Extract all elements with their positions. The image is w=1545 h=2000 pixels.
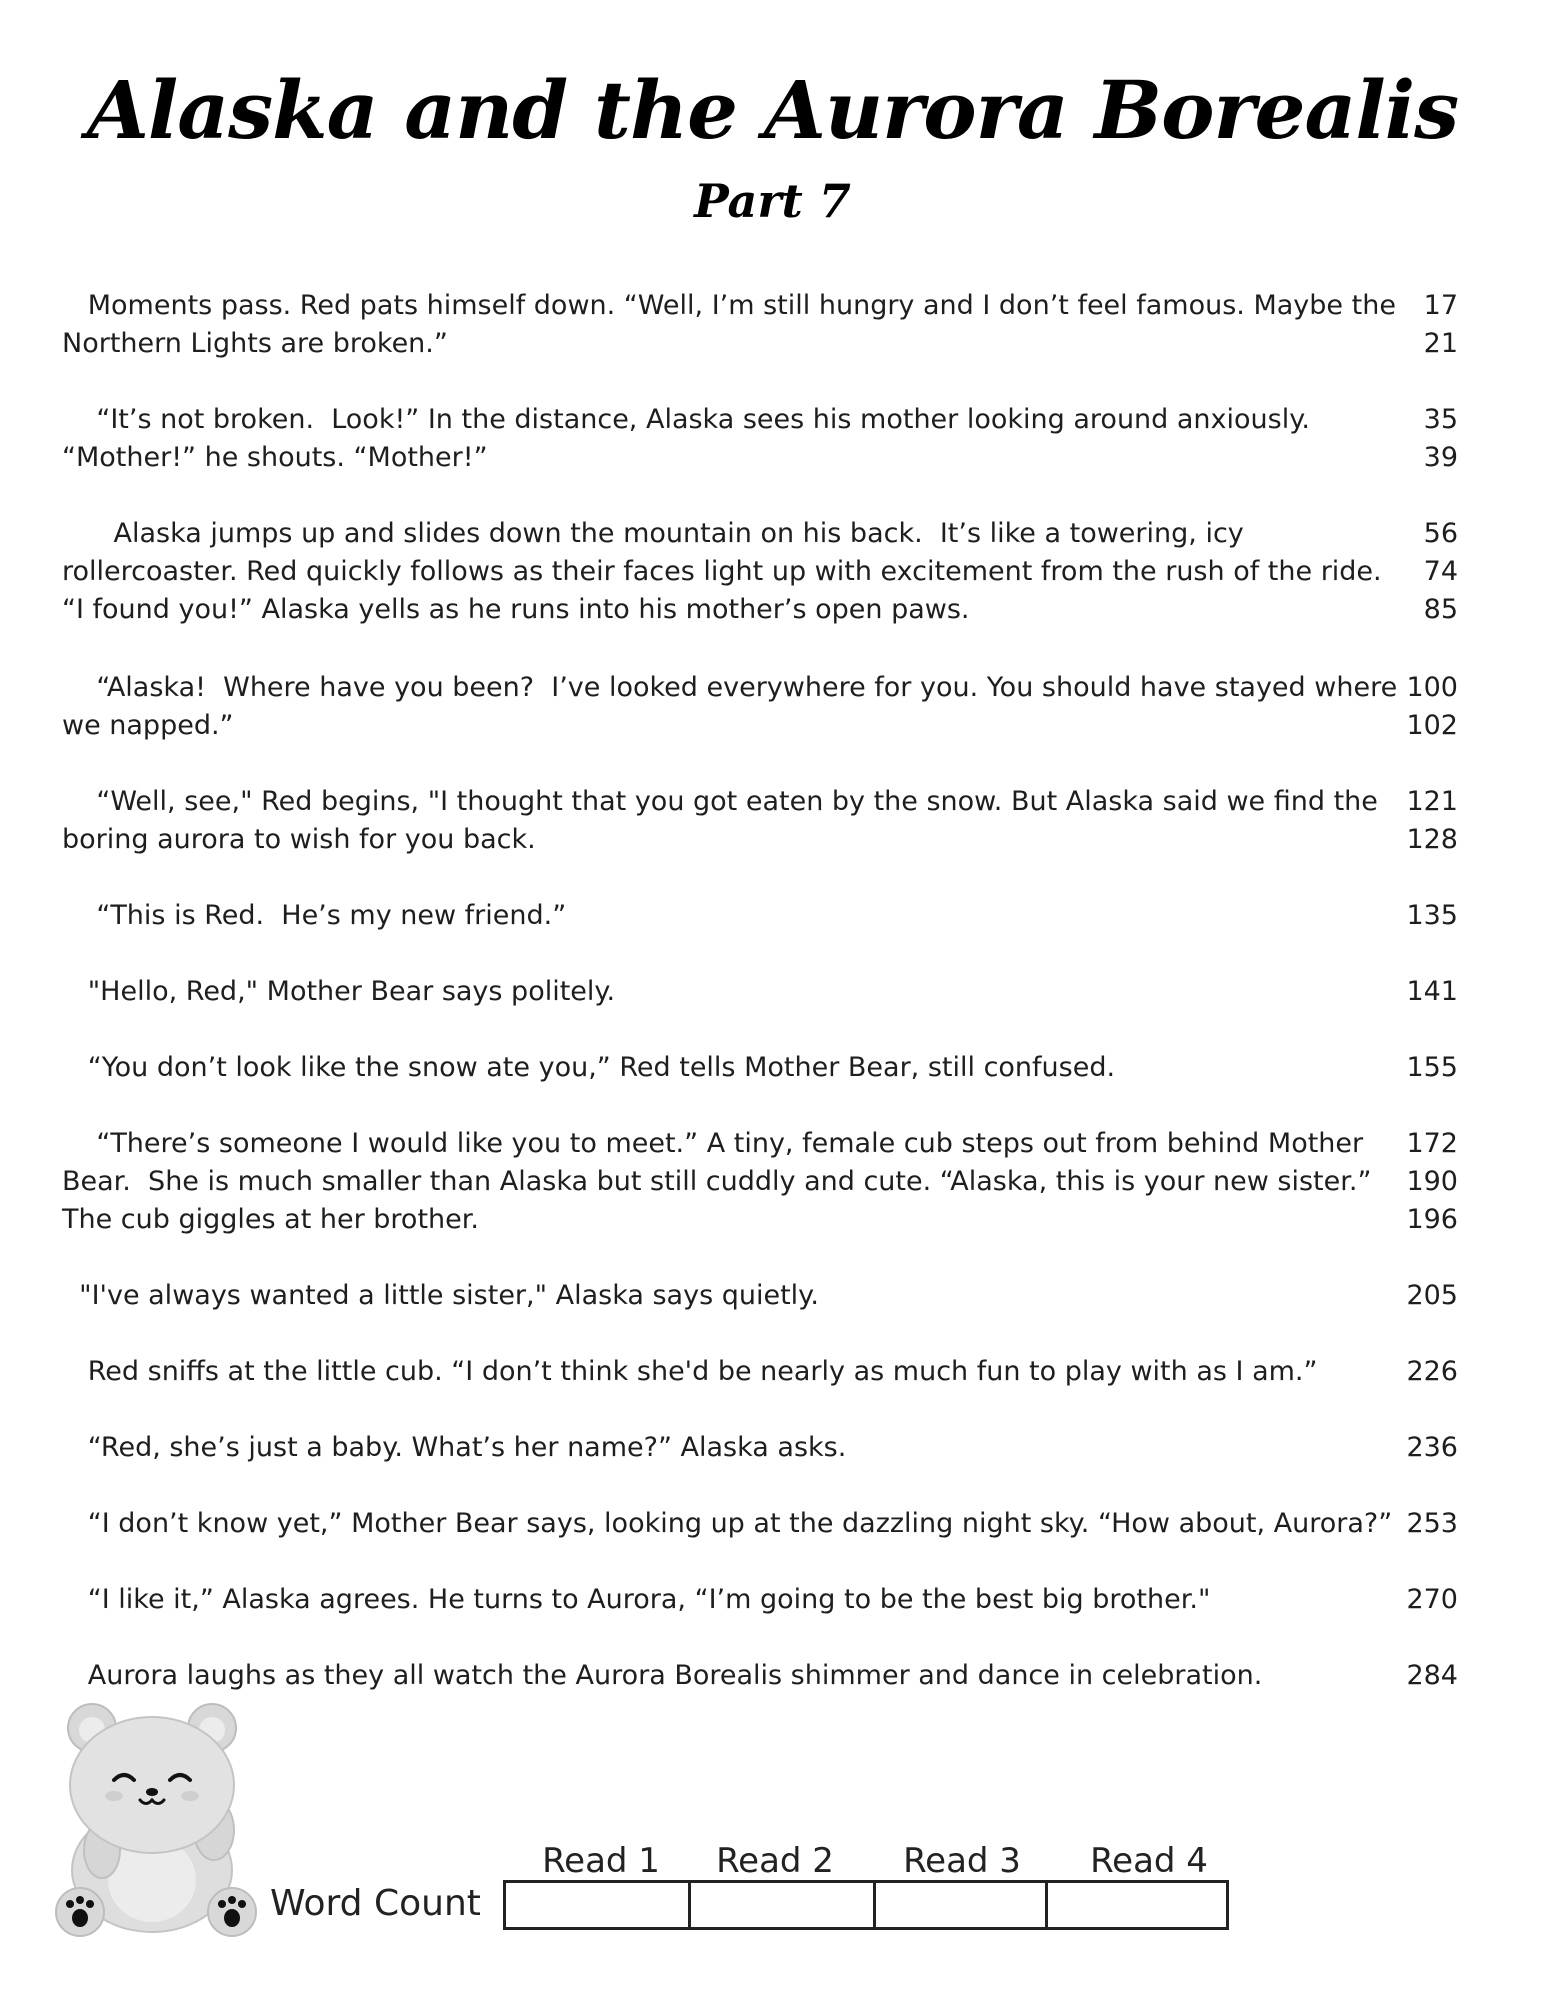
paragraph: [0, 1277, 1545, 1315]
running-word-count: 56: [1423, 518, 1458, 549]
running-word-count: 100: [1406, 672, 1458, 703]
running-word-count: 253: [1406, 1508, 1458, 1539]
running-word-count: 172: [1406, 1128, 1458, 1159]
running-word-count: 17: [1423, 290, 1458, 321]
read-1-box[interactable]: [506, 1883, 691, 1927]
running-word-count: 128: [1406, 824, 1458, 855]
running-word-count: 102: [1406, 710, 1458, 741]
running-word-count: 35: [1423, 404, 1458, 435]
read-2-label: Read 2: [716, 1841, 834, 1881]
line-text: Bear. She is much smaller than Alaska but still cuddly and cute. “Alaska, this is your new sister.”: [62, 1166, 1372, 1197]
running-word-count: 190: [1406, 1166, 1458, 1197]
line-text: Northern Lights are broken.”: [62, 328, 448, 359]
read-3-label: Read 3: [903, 1841, 1021, 1881]
line-text: The cub giggles at her brother.: [62, 1204, 479, 1235]
line-text: we napped.”: [62, 710, 234, 741]
line-text: Red sniffs at the little cub. “I don’t think she'd be nearly as much fun to play with as I am.”: [62, 1356, 1318, 1387]
passage-line: [0, 783, 1545, 821]
passage-line: [0, 1657, 1545, 1695]
line-text: “I like it,” Alaska agrees. He turns to Aurora, “I’m going to be the best big brother.": [62, 1584, 1211, 1615]
passage-line: [0, 1581, 1545, 1619]
running-word-count: 196: [1406, 1204, 1458, 1235]
passage-line: [0, 1049, 1545, 1087]
paragraph: [0, 897, 1545, 935]
paragraph: [0, 1125, 1545, 1239]
paragraph: [0, 515, 1545, 629]
paragraph: [0, 783, 1545, 859]
running-word-count: 270: [1406, 1584, 1458, 1615]
paragraph: [0, 1429, 1545, 1467]
read-4-box[interactable]: [1048, 1883, 1226, 1927]
running-word-count: 85: [1423, 594, 1458, 625]
passage-line: [0, 439, 1545, 477]
paragraph: [0, 669, 1545, 745]
line-text: "I've always wanted a little sister," Alaska says quietly.: [62, 1280, 819, 1311]
paragraph: [0, 287, 1545, 363]
passage-line: [0, 287, 1545, 325]
paragraph: [0, 1657, 1545, 1695]
running-word-count: 155: [1406, 1052, 1458, 1083]
line-text: “I found you!” Alaska yells as he runs into his mother’s open paws.: [62, 594, 970, 625]
running-word-count: 236: [1406, 1432, 1458, 1463]
passage-line: [0, 707, 1545, 745]
page-title: Alaska and the Aurora Borealis: [86, 63, 1459, 157]
paragraph: [0, 973, 1545, 1011]
part-subtitle: Part 7: [694, 174, 851, 228]
line-text: “There’s someone I would like you to meet.” A tiny, female cub steps out from behind Mother: [62, 1128, 1364, 1159]
running-word-count: 205: [1406, 1280, 1458, 1311]
passage-line: [0, 897, 1545, 935]
passage-line: [0, 1429, 1545, 1467]
running-word-count: 121: [1406, 786, 1458, 817]
line-text: Aurora laughs as they all watch the Aurora Borealis shimmer and dance in celebration.: [62, 1660, 1263, 1691]
running-word-count: 74: [1423, 556, 1458, 587]
word-count-label: Word Count: [270, 1883, 481, 1924]
line-text: boring aurora to wish for you back.: [62, 824, 536, 855]
polar-bear-illustration: [52, 1700, 262, 1940]
passage-line: [0, 553, 1545, 591]
word-count-table: [503, 1880, 1229, 1930]
line-text: Alaska jumps up and slides down the mountain on his back. It’s like a towering, icy: [62, 518, 1244, 549]
paragraph: [0, 1353, 1545, 1391]
passage-line: [0, 325, 1545, 363]
passage-line: [0, 669, 1545, 707]
read-2-box[interactable]: [691, 1883, 876, 1927]
line-text: “Well, see," Red begins, "I thought that you got eaten by the snow. But Alaska said we find the: [62, 786, 1378, 817]
paragraph: [0, 1505, 1545, 1543]
passage-line: [0, 1505, 1545, 1543]
passage-line: [0, 1277, 1545, 1315]
passage-line: [0, 401, 1545, 439]
line-text: rollercoaster. Red quickly follows as their faces light up with excitement from the rush of the ride.: [62, 556, 1382, 587]
line-text: Moments pass. Red pats himself down. “Well, I’m still hungry and I don’t feel famous. Maybe the: [62, 290, 1396, 321]
paragraph: [0, 1581, 1545, 1619]
line-text: “You don’t look like the snow ate you,” Red tells Mother Bear, still confused.: [62, 1052, 1116, 1083]
running-word-count: 21: [1423, 328, 1458, 359]
passage-line: [0, 591, 1545, 629]
line-text: "Hello, Red," Mother Bear says politely.: [62, 976, 616, 1007]
passage-line: [0, 515, 1545, 553]
passage-line: [0, 1201, 1545, 1239]
paragraph: [0, 401, 1545, 477]
passage-line: [0, 973, 1545, 1011]
line-text: “Mother!” he shouts. “Mother!”: [62, 442, 488, 473]
line-text: “I don’t know yet,” Mother Bear says, looking up at the dazzling night sky. “How about, Aurora?”: [62, 1508, 1393, 1539]
running-word-count: 135: [1406, 900, 1458, 931]
running-word-count: 226: [1406, 1356, 1458, 1387]
running-word-count: 284: [1406, 1660, 1458, 1691]
line-text: “This is Red. He’s my new friend.”: [62, 900, 567, 931]
paragraph: [0, 1049, 1545, 1087]
running-word-count: 39: [1423, 442, 1458, 473]
line-text: “Red, she’s just a baby. What’s her name?” Alaska asks.: [62, 1432, 847, 1463]
line-text: “Alaska! Where have you been? I’ve looked everywhere for you. You should have stayed where: [62, 672, 1398, 703]
passage-line: [0, 1125, 1545, 1163]
passage-line: [0, 1163, 1545, 1201]
passage-line: [0, 821, 1545, 859]
read-4-label: Read 4: [1090, 1841, 1208, 1881]
line-text: “It’s not broken. Look!” In the distance, Alaska sees his mother looking around anxiously.: [62, 404, 1310, 435]
read-3-box[interactable]: [876, 1883, 1048, 1927]
read-1-label: Read 1: [542, 1841, 660, 1881]
running-word-count: 141: [1406, 976, 1458, 1007]
passage-line: [0, 1353, 1545, 1391]
